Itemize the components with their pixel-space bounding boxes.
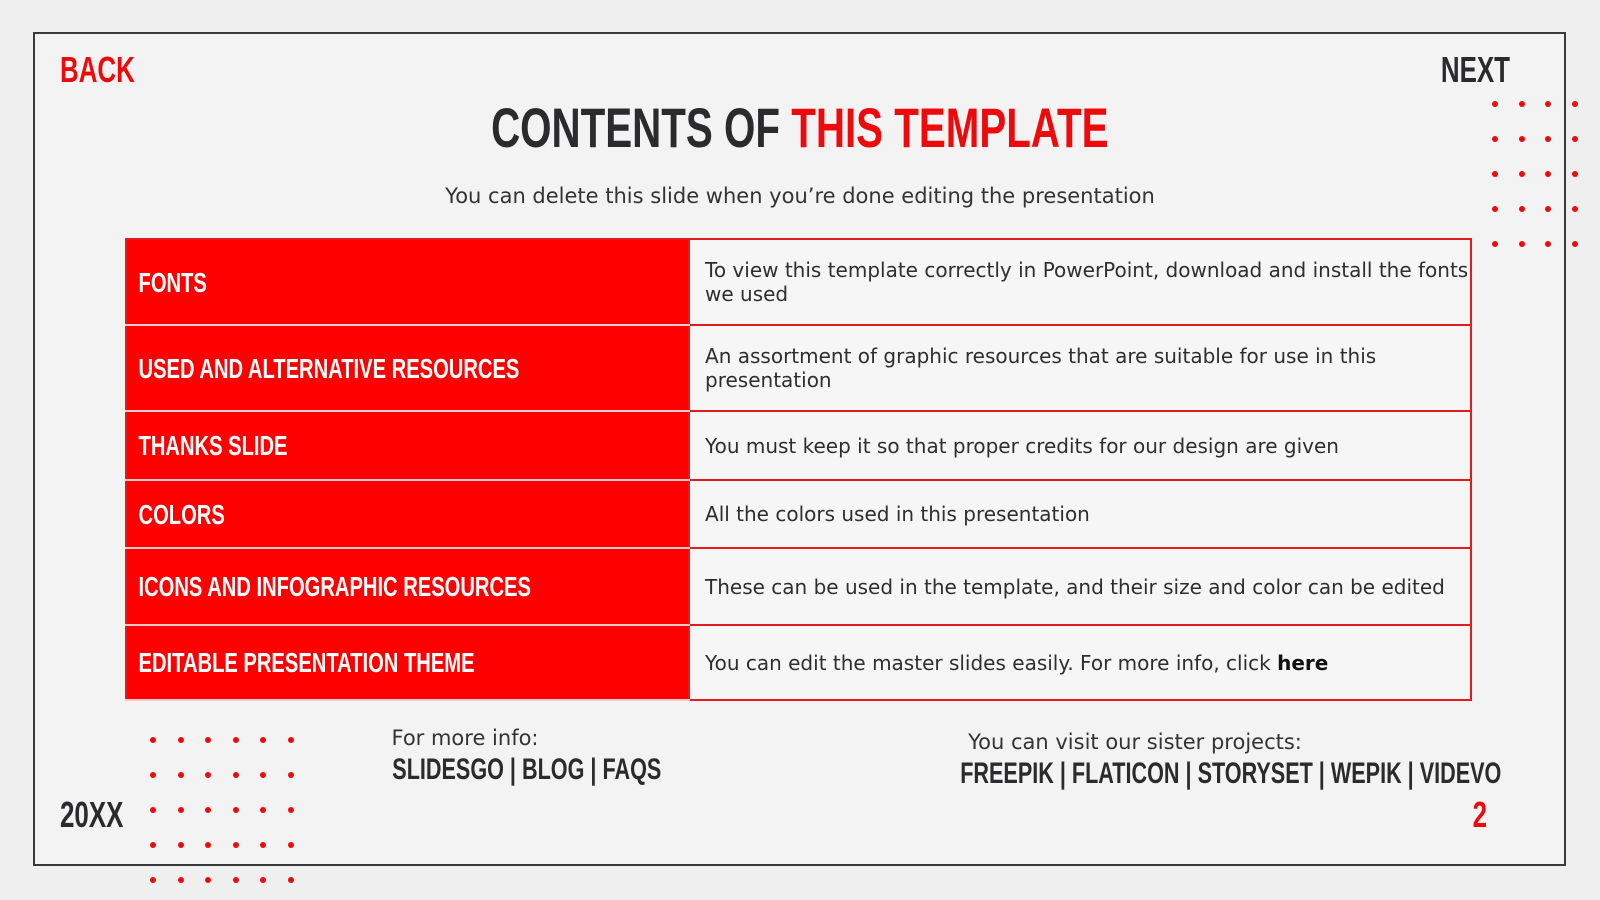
decorative-dot <box>205 842 211 848</box>
separator: | <box>1318 757 1325 790</box>
decorative-dot <box>205 737 211 743</box>
decorative-dot <box>260 842 266 848</box>
table-row <box>126 480 1471 548</box>
decorative-dot <box>1492 171 1498 177</box>
decorative-dot <box>205 877 211 883</box>
sister-projects-block <box>855 730 1502 791</box>
decorative-dot <box>288 842 294 848</box>
decorative-dot <box>150 877 156 883</box>
decorative-dot <box>1572 206 1578 212</box>
decorative-dot <box>288 877 294 883</box>
row-label: COLORS <box>126 480 689 548</box>
decorative-dot <box>233 877 239 883</box>
decorative-dot <box>1519 241 1525 247</box>
decorative-dot <box>233 737 239 743</box>
decorative-dot <box>1519 101 1525 107</box>
separator: | <box>1185 757 1192 790</box>
row-description: An assortment of graphic resources that are suitable for use in this presentation <box>689 325 1471 411</box>
row-label: FONTS <box>126 239 689 325</box>
row-description: These can be used in the template, and their size and color can be edited <box>689 548 1471 625</box>
decorative-dot <box>150 842 156 848</box>
storyset-link[interactable]: STORYSET <box>1197 757 1313 790</box>
table-row <box>126 325 1471 411</box>
more-info-caption: For more info: <box>391 726 539 750</box>
decorative-dot <box>1492 241 1498 247</box>
table-row <box>126 411 1471 480</box>
decorative-dot <box>178 807 184 813</box>
decorative-dot <box>150 737 156 743</box>
decorative-dot <box>260 772 266 778</box>
more-info-block <box>340 726 662 787</box>
row-description: All the colors used in this presentation <box>689 480 1471 548</box>
separator: | <box>590 753 597 786</box>
table-row <box>126 239 1471 325</box>
decorative-dot <box>1492 206 1498 212</box>
decorative-dot <box>205 772 211 778</box>
decorative-dot <box>288 807 294 813</box>
decorative-dot <box>260 877 266 883</box>
here-link[interactable]: here <box>1277 650 1329 675</box>
table-row <box>126 548 1471 625</box>
back-button[interactable]: BACK <box>60 49 135 90</box>
row-description: You must keep it so that proper credits for our design are given <box>689 411 1471 480</box>
separator: | <box>509 753 516 786</box>
decorative-dot <box>288 737 294 743</box>
decorative-dot <box>1572 241 1578 247</box>
page-title <box>0 96 1600 159</box>
title-part-dark: CONTENTS OF <box>491 96 792 159</box>
page-subtitle: You can delete this slide when you’re done editing the presentation <box>445 184 1155 208</box>
decorative-dot <box>178 737 184 743</box>
decorative-dot <box>1492 101 1498 107</box>
row-description: You can edit the master slides easily. For more info, click here <box>689 625 1471 700</box>
decorative-dot <box>150 807 156 813</box>
wepik-link[interactable]: WEPIK <box>1330 757 1402 790</box>
faqs-link[interactable]: FAQS <box>602 753 662 786</box>
decorative-dot <box>178 772 184 778</box>
separator: | <box>1059 757 1066 790</box>
decorative-dot <box>1519 136 1525 142</box>
page-number: 2 <box>1472 794 1487 835</box>
decorative-dot <box>260 737 266 743</box>
decorative-dot <box>178 877 184 883</box>
year-label: 20XX <box>60 794 124 835</box>
row-description: To view this template correctly in PowerPoint, download and install the fonts we used <box>689 239 1471 325</box>
sister-projects-caption: You can visit our sister projects: <box>968 730 1302 754</box>
title-part-red: THIS TEMPLATE <box>791 96 1109 159</box>
row-label: EDITABLE PRESENTATION THEME <box>126 625 689 700</box>
decorative-dot <box>260 807 266 813</box>
decorative-dot <box>233 772 239 778</box>
table-row <box>126 625 1471 700</box>
decorative-dot <box>150 772 156 778</box>
decorative-dot <box>178 842 184 848</box>
row-label: ICONS AND INFOGRAPHIC RESOURCES <box>126 548 689 625</box>
decorative-dot <box>233 807 239 813</box>
videvo-link[interactable]: VIDEVO <box>1419 757 1502 790</box>
next-button[interactable]: NEXT <box>1440 49 1510 90</box>
decorative-dot <box>1519 171 1525 177</box>
decorative-dot <box>1492 136 1498 142</box>
decorative-dot <box>1572 171 1578 177</box>
decorative-dot <box>288 772 294 778</box>
freepik-link[interactable]: FREEPIK <box>960 757 1054 790</box>
decorative-dot <box>1519 206 1525 212</box>
contents-table <box>125 238 1472 701</box>
separator: | <box>1407 757 1414 790</box>
flaticon-link[interactable]: FLATICON <box>1071 757 1180 790</box>
row-label: THANKS SLIDE <box>126 411 689 480</box>
decorative-dot <box>233 842 239 848</box>
slidesgo-link[interactable]: SLIDESGO <box>392 753 504 786</box>
decorative-dot <box>205 807 211 813</box>
row-label: USED AND ALTERNATIVE RESOURCES <box>126 325 689 411</box>
blog-link[interactable]: BLOG <box>521 753 585 786</box>
